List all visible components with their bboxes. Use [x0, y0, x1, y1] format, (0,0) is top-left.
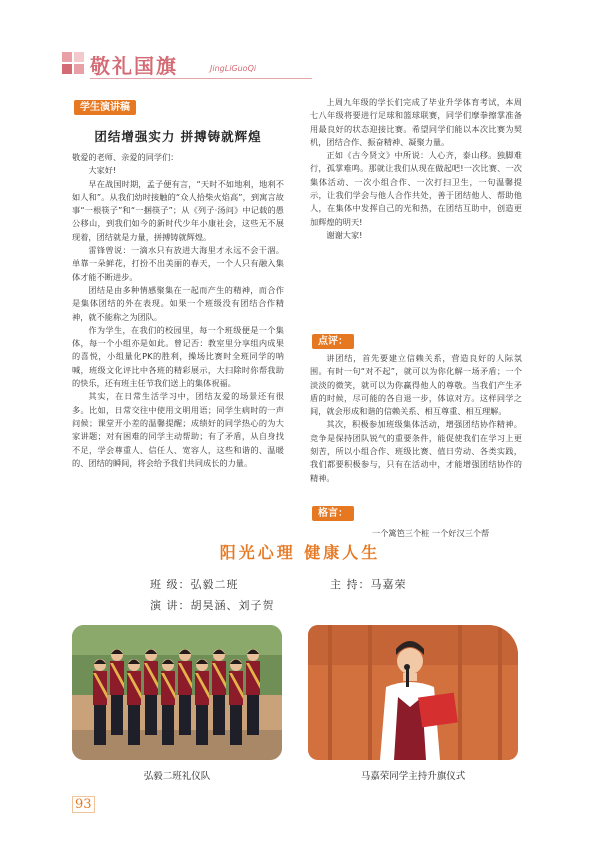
student-figure [195, 659, 209, 745]
speech-title: 团结增强实力 拼搏铸就辉煌 [94, 129, 262, 144]
class-info [150, 576, 239, 592]
salutation: 敬爱的老师、亲爱的同学们： [72, 152, 179, 162]
speech-tag: 学生演讲稿 [74, 100, 136, 115]
speech-paragraph: 早在战国时期，孟子便有言，“天时不如地利，地利不如人和”。从我们幼时接触的“众人拾柴火焰高”，到寓言故事“一根筷子”和“一捆筷子”；从《列子·汤问》中记载的愚公移山，到我们如今的新时代少年小康社会，这些无不展现着，团结就是力量，拼搏铸就辉煌。 [72, 178, 284, 242]
event-title: 阳光心理 健康人生 [219, 543, 381, 562]
student-figure [229, 659, 243, 745]
student-figure [178, 649, 192, 735]
motto-tag: 格言： [312, 506, 354, 521]
host-info [330, 576, 407, 592]
brand-pinyin: JingLiGuoQi [210, 64, 257, 73]
comment-paragraph: 讲团结，首先要建立信赖关系，营造良好的人际氛围。有时一句“对不起”，就可以为你化解一场矛盾；一个淡淡的微笑，就可以为你赢得他人的尊敬。当我们产生矛盾的时候，尽可能的各自退一步，体谅对方。这样同学之间，就会形成和谐的信赖关系、相互尊重、相互理解。 [310, 353, 522, 417]
student-figure [110, 649, 124, 735]
speech-closing: 谢谢大家! [326, 229, 363, 240]
speech-paragraph: 作为学生，在我们的校园里，每一个班级便是一个集体，每一个小组亦是如此。曾记否：教室里分享组内成果的喜悦，小组量化PK的胜利，操场比赛时全班同学的呐喊，班级文化评比中各班的精彩展示，大扫除时你帮我助的快乐，还有班主任节我们送上的集体祝福。 [72, 324, 284, 389]
student-figure [246, 649, 260, 735]
speaker-info [150, 597, 275, 613]
ceremony-team-photo [72, 625, 282, 760]
speech-paragraph: 雷锋曾说：一滴水只有放进大海里才永远不会干涸。单靠一朵鲜花，打扮不出美丽的春天，一个人只有融入集体才能不断进步。 [72, 245, 284, 282]
magazine-header [62, 48, 312, 82]
comment-paragraph: 其次，积极参加班级集体活动，增强团结协作精神。竞争是保持团队锐气的重要条件，能促使我们在学习上更刻苦，所以小组合作、班级比赛、值日劳动、各类实践，我们都要积极参与，只有在活动中，才能增强团结协作的精神。 [310, 419, 522, 483]
speaker-label: 演 讲： [150, 599, 191, 612]
motto-text: 一个篱笆三个桩 一个好汉三个帮 [372, 528, 490, 538]
host-value: 马嘉荣 [370, 578, 407, 591]
speech-paragraph: 上周九年级的学长们完成了毕业升学体育考试，本周七八年级将要进行足球和篮球联赛，同学们摩拳擦掌准备用最良好的状态迎接比赛。希望同学们能以本次比赛为契机，团结合作、振奋精神、凝聚力量。 [310, 97, 522, 147]
student-figure [93, 659, 107, 745]
speech-paragraph: 其实，在日常生活学习中，团结友爱的场景还有很多。比如，日常交往中使用文明用语；同学生病时的一声问候；课堂开小差的温馨提醒；成绩好的同学热心的为大家讲题；对有困难的同学主动帮助；有了矛盾，从自身找不足，学会尊重人、信任人、宽容人，这些和谐的、温暖的、团结的瞬间，将会给予我们共同成长的力量。 [72, 391, 284, 468]
class-value: 弘毅二班 [190, 578, 239, 591]
speech-body-left [72, 151, 284, 470]
logo-icon [62, 52, 86, 76]
speaker-value: 胡昊涵、刘子贺 [190, 599, 275, 612]
speech-paragraph: 正如《古今贤文》中所说：人心齐，泰山移。独脚难行，孤掌难鸣。那就让我们从现在做起吧!一次比赛、一次集体活动、一次小组合作、一次打扫卫生，一句温馨提示，让我们学会与他人合作共处，善于团结他人、帮助他人，在集体中发挥自己的光和热，在团结互助中，创造更加辉煌的明天! [310, 150, 522, 227]
comment-tag: 点评： [312, 334, 354, 349]
host-caption: 马嘉荣同学主持升旗仪式 [360, 771, 466, 782]
student-figure [161, 659, 175, 745]
comment-body [310, 352, 522, 485]
ceremony-team-caption: 弘毅二班礼仪队 [143, 771, 211, 782]
speech-paragraph: 团结是由多种情感聚集在一起而产生的精神，而合作是集体团结的外在表现。如果一个班级没有团结合作精神，就不能称之为团队。 [72, 284, 284, 322]
page-number: 93 [72, 796, 95, 813]
brand-title: 敬礼国旗 [90, 54, 178, 78]
greeting: 大家好! [88, 165, 117, 176]
header-divider [90, 78, 312, 79]
speech-body-right [310, 96, 522, 242]
class-label: 班 级： [150, 578, 191, 591]
student-figure [212, 649, 226, 735]
student-figure [127, 659, 141, 745]
host-photo [308, 625, 518, 760]
host-label: 主 持： [330, 578, 371, 591]
student-figure [144, 649, 158, 735]
